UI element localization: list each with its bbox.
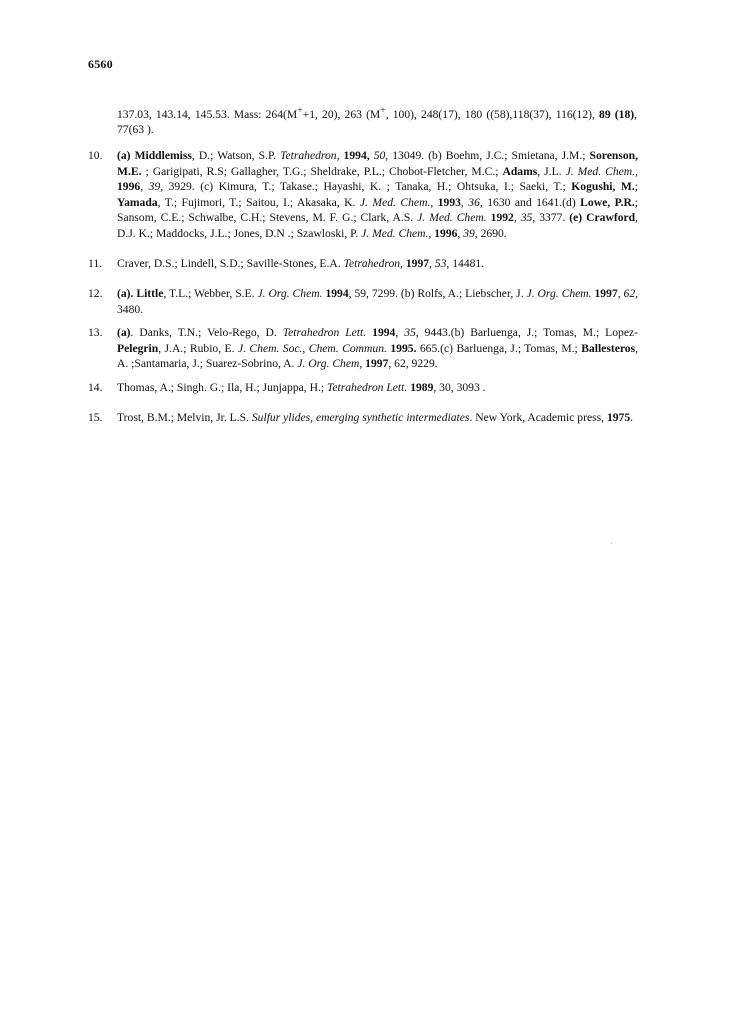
reference-15	[88, 410, 638, 426]
reference-text: (a). Danks, T.N.; Velo-Rego, D. Tetrahedron Lett. 1994, 35, 9443.(b) Barluenga, J.; Tomas, M.; Lopez-Pelegrin, J.A.; Rubio, E. J. Chem. Soc., Chem. Commun. 1995. 665.(c) Barluenga, J.; Tomas, M.; Ballesteros, A. ;Santamaria, J.; Suarez-Sobrino, A. J. Org. Chem, 1997, 62, 9229.	[117, 326, 639, 370]
reference-10	[88, 148, 638, 241]
reference-text: Trost, B.M.; Melvin, Jr. L.S. Sulfur ylides, emerging synthetic intermediates. New York, Academic press, 1975.	[117, 411, 634, 424]
scan-speck	[611, 543, 612, 544]
reference-12	[88, 286, 638, 317]
reference-text: (a). Little, T.L.; Webber, S.E. J. Org. Chem. 1994, 59, 7299. (b) Rolfs, A.; Liebscher, J. J. Org. Chem. 1997, 62, 3480.	[117, 287, 639, 316]
reference-11	[88, 256, 638, 272]
reference-13	[88, 325, 638, 372]
reference-number: 14.	[88, 381, 103, 394]
reference-number: 12.	[88, 287, 103, 300]
reference-text: Thomas, A.; Singh. G.; Ila, H.; Junjappa, H.; Tetrahedron Lett. 1989, 30, 3093 .	[117, 381, 486, 394]
spectral-data-continuation: 137.03, 143.14, 145.53. Mass: 264(M++1, 20), 263 (M+, 100), 248(17), 180 ((58),118(37), 116(12), 89 (18), 77(63 ).	[117, 105, 638, 137]
page-number: 6560	[88, 57, 113, 71]
reference-number: 13.	[88, 326, 103, 339]
reference-14	[88, 380, 638, 396]
reference-text: (a) Middlemiss, D.; Watson, S.P. Tetrahedron, 1994, 50, 13049. (b) Boehm, J.C.; Smietana, J.M.; Sorenson, M.E. ; Garigipati, R.S; Gallagher, T.G.; Sheldrake, P.L.; Chobot-Fletcher, M.C.; Adams, J.L. J. Med. Chem., 1996, 39, 3929. (c) Kimura, T.; Takase.; Hayashi, K. ; Tanaka, H.; Ohtsuka, I.; Saeki, T.; Kogushi, M.; Yamada, T.; Fujimori, T.; Saitou, I.; Akasaka, K. J. Med. Chem., 1993, 36, 1630 and 1641.(d) Lowe, P.R.; Sansom, C.E.; Schwalbe, C.H.; Stevens, M. F. G.; Clark, A.S. J. Med. Chem. 1992, 35, 3377. (e) Crawford, D.J. K.; Maddocks, J.L.; Jones, D.N .; Szawloski, P. J. Med. Chem., 1996, 39, 2690.	[117, 149, 639, 240]
reference-number: 10.	[88, 149, 103, 162]
reference-number: 11.	[88, 257, 103, 270]
reference-text: Craver, D.S.; Lindell, S.D.; Saville-Stones, E.A. Tetrahedron, 1997, 53, 14481.	[117, 257, 485, 270]
reference-number: 15.	[88, 411, 103, 424]
